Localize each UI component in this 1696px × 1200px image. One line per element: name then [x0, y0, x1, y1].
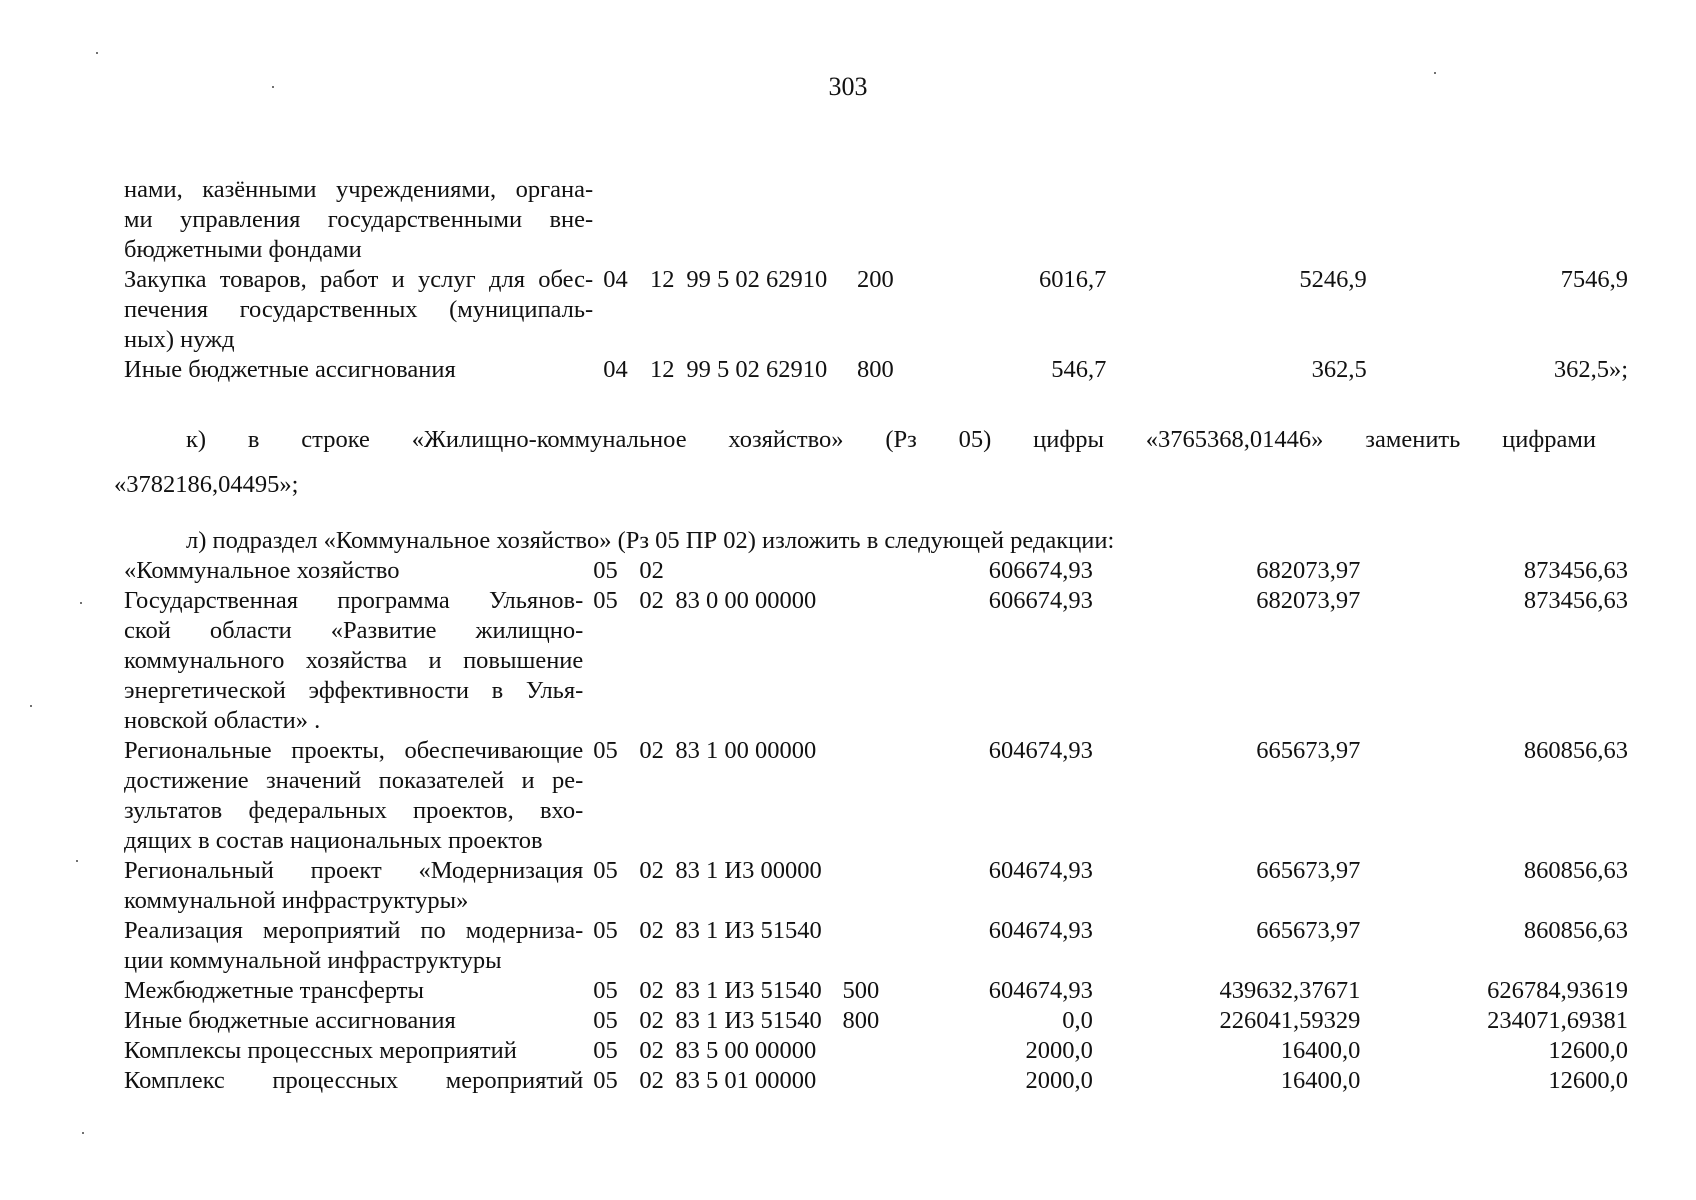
cell-vr — [842, 1036, 898, 1066]
cell-rz: 05 — [593, 557, 618, 584]
cell-rz — [583, 646, 639, 676]
cell-y3 — [1428, 706, 1696, 736]
cell-vr — [842, 766, 898, 796]
cell-vr — [842, 796, 898, 826]
cell-name: Комплексы процессных мероприятий — [124, 1037, 517, 1064]
cell-pr — [639, 616, 675, 646]
cell-y3: 860856,63 — [1523, 857, 1628, 884]
cell-vr — [842, 616, 898, 646]
cell-y2 — [1161, 766, 1429, 796]
cell-pr: 12 — [650, 356, 675, 383]
table-row — [124, 646, 1696, 676]
cell-y2 — [1161, 616, 1429, 646]
cell-csr: 83 1 И3 51540 — [675, 917, 822, 944]
cell-rz: 05 — [593, 1037, 618, 1064]
table-row — [124, 235, 1696, 265]
table-row — [124, 826, 1696, 856]
cell-rz: 04 — [603, 356, 628, 383]
cell-vr — [842, 556, 898, 586]
cell-pr: 02 — [639, 1007, 664, 1034]
cell-y1: 2000,0 — [1025, 1067, 1093, 1094]
table-row — [124, 355, 1696, 385]
cell-csr: 83 1 И3 00000 — [675, 857, 822, 884]
scan-speck — [96, 52, 98, 54]
cell-vr: 200 — [856, 266, 894, 293]
cell-name: коммунальной инфраструктуры» — [124, 887, 469, 914]
cell-y1 — [914, 175, 1174, 205]
cell-pr — [650, 205, 686, 235]
cell-y1 — [899, 946, 1161, 976]
cell-y2 — [1161, 886, 1429, 916]
cell-rz: 05 — [593, 857, 618, 884]
cell-y1: 546,7 — [1051, 356, 1107, 383]
budget-table-top — [124, 175, 1696, 385]
cell-rz: 05 — [593, 917, 618, 944]
table-row — [124, 586, 1696, 616]
cell-y2 — [1161, 946, 1429, 976]
scan-speck — [30, 705, 32, 707]
cell-rz: 05 — [593, 977, 618, 1004]
cell-y1 — [899, 796, 1161, 826]
cell-rz — [583, 946, 639, 976]
cell-name: Комплекс процессных мероприятий — [124, 1067, 584, 1094]
cell-vr — [857, 235, 914, 265]
cell-y1 — [899, 886, 1161, 916]
budget-table-bottom — [124, 556, 1696, 1096]
cell-vr — [842, 916, 898, 946]
cell-y3 — [1428, 676, 1696, 706]
cell-vr: 800 — [856, 356, 894, 383]
cell-name: дящих в состав национальных проектов — [124, 827, 543, 854]
cell-csr: 83 1 И3 51540 — [675, 1007, 822, 1034]
cell-y3: 873456,63 — [1523, 587, 1628, 614]
cell-csr — [675, 676, 842, 706]
cell-y1: 0,0 — [1062, 1007, 1093, 1034]
cell-rz — [593, 295, 650, 325]
cell-csr — [675, 556, 842, 586]
cell-y2: 439632,37671 — [1219, 977, 1361, 1004]
cell-pr — [639, 886, 675, 916]
cell-y1 — [899, 646, 1161, 676]
cell-y3 — [1428, 826, 1696, 856]
cell-y2: 362,5 — [1311, 356, 1367, 383]
cell-csr — [686, 175, 857, 205]
table-row — [124, 1036, 1696, 1066]
cell-rz: 05 — [593, 1067, 618, 1094]
table-row — [124, 676, 1696, 706]
cell-rz — [583, 676, 639, 706]
cell-y3 — [1435, 235, 1696, 265]
cell-y2: 682073,97 — [1256, 557, 1361, 584]
cell-name: Региональный проект «Модернизация — [124, 857, 584, 884]
cell-y3 — [1435, 325, 1696, 355]
scan-speck — [272, 86, 274, 88]
cell-rz — [593, 325, 650, 355]
cell-rz — [593, 175, 650, 205]
cell-csr — [675, 706, 842, 736]
scan-speck — [80, 602, 82, 604]
cell-vr — [857, 325, 914, 355]
cell-y3 — [1428, 946, 1696, 976]
cell-csr: 83 0 00 00000 — [675, 587, 817, 614]
cell-y1: 604674,93 — [988, 917, 1093, 944]
cell-name: зультатов федеральных проектов, вхо- — [124, 797, 584, 824]
cell-y2 — [1174, 295, 1434, 325]
cell-name: нами, казёнными учреждениями, органа- — [124, 176, 594, 203]
cell-y1: 604674,93 — [988, 977, 1093, 1004]
cell-name: энергетической эффективности в Улья- — [124, 677, 584, 704]
cell-vr — [842, 856, 898, 886]
cell-y3: 12600,0 — [1548, 1037, 1628, 1064]
table-row — [124, 736, 1696, 766]
cell-csr — [686, 325, 857, 355]
cell-y1 — [914, 205, 1174, 235]
cell-csr — [675, 646, 842, 676]
cell-csr — [675, 766, 842, 796]
cell-y3: 860856,63 — [1523, 917, 1628, 944]
table-row — [124, 1066, 1696, 1096]
cell-y3: 860856,63 — [1523, 737, 1628, 764]
cell-name: новской области» . — [124, 707, 321, 734]
cell-y3: 626784,93619 — [1487, 977, 1628, 1004]
cell-name: Государственная программа Ульянов- — [124, 587, 584, 614]
cell-pr — [650, 235, 686, 265]
cell-name: ской области «Развитие жилищно- — [124, 617, 584, 644]
table-row — [124, 175, 1696, 205]
cell-pr: 02 — [639, 557, 664, 584]
cell-name: ми управления государственными вне- — [124, 206, 594, 233]
cell-y1: 606674,93 — [988, 587, 1093, 614]
cell-rz — [583, 766, 639, 796]
cell-rz: 04 — [603, 266, 628, 293]
cell-name: Закупка товаров, работ и услуг для обес- — [124, 266, 594, 293]
cell-y2 — [1174, 205, 1434, 235]
paragraph-l: л) подраздел «Коммунальное хозяйство» (Рз 05 ПР 02) изложить в следующей редакции: — [186, 527, 1115, 554]
cell-csr — [675, 796, 842, 826]
cell-name: «Коммунальное хозяйство — [124, 557, 400, 584]
table-row — [124, 556, 1696, 586]
cell-rz — [583, 616, 639, 646]
cell-rz — [593, 235, 650, 265]
cell-y3 — [1428, 796, 1696, 826]
table-row — [124, 616, 1696, 646]
cell-csr — [675, 886, 842, 916]
table-row — [124, 766, 1696, 796]
cell-pr — [639, 676, 675, 706]
table-row — [124, 706, 1696, 736]
cell-y1 — [914, 325, 1174, 355]
cell-name: ции коммунальной инфраструктуры — [124, 947, 502, 974]
cell-csr — [686, 295, 857, 325]
cell-y2: 665673,97 — [1256, 737, 1361, 764]
cell-pr — [650, 175, 686, 205]
paragraph-k-continuation: «3782186,04495»; — [114, 471, 299, 498]
cell-pr: 02 — [639, 587, 664, 614]
cell-csr — [686, 235, 857, 265]
cell-y1 — [914, 295, 1174, 325]
cell-y3 — [1428, 886, 1696, 916]
cell-pr — [650, 295, 686, 325]
table-row — [124, 295, 1696, 325]
table-row — [124, 1006, 1696, 1036]
cell-y3 — [1435, 205, 1696, 235]
cell-y2 — [1161, 826, 1429, 856]
cell-name: ных) нужд — [124, 326, 235, 353]
cell-y1: 604674,93 — [988, 857, 1093, 884]
cell-y3 — [1428, 766, 1696, 796]
cell-vr — [842, 1066, 898, 1096]
cell-rz: 05 — [593, 1007, 618, 1034]
table-row — [124, 916, 1696, 946]
cell-name: Иные бюджетные ассигнования — [124, 1007, 456, 1034]
cell-name: Иные бюджетные ассигнования — [124, 356, 456, 383]
cell-vr — [842, 736, 898, 766]
cell-y2: 665673,97 — [1256, 917, 1361, 944]
cell-pr — [639, 796, 675, 826]
cell-vr — [857, 205, 914, 235]
cell-csr: 99 5 02 62910 — [686, 266, 828, 293]
cell-pr: 02 — [639, 977, 664, 1004]
cell-y1 — [899, 826, 1161, 856]
cell-y2 — [1161, 676, 1429, 706]
cell-y3: 362,5»; — [1553, 356, 1628, 383]
cell-vr — [842, 586, 898, 616]
cell-vr: 800 — [842, 1007, 880, 1034]
cell-pr: 02 — [639, 1067, 664, 1094]
cell-y1: 606674,93 — [988, 557, 1093, 584]
scan-speck — [82, 1132, 84, 1134]
cell-csr: 83 1 И3 51540 — [675, 977, 822, 1004]
cell-y1 — [899, 766, 1161, 796]
cell-name: бюджетными фондами — [124, 236, 362, 263]
cell-y2 — [1161, 706, 1429, 736]
cell-rz — [583, 826, 639, 856]
cell-rz — [593, 205, 650, 235]
cell-pr — [650, 325, 686, 355]
cell-vr — [842, 886, 898, 916]
cell-y3 — [1428, 616, 1696, 646]
table-row — [124, 265, 1696, 295]
cell-y2 — [1174, 235, 1434, 265]
cell-name: Региональные проекты, обеспечивающие — [124, 737, 584, 764]
cell-y2 — [1161, 646, 1429, 676]
cell-vr — [842, 706, 898, 736]
cell-y1: 604674,93 — [988, 737, 1093, 764]
cell-rz: 05 — [593, 587, 618, 614]
cell-vr — [842, 946, 898, 976]
cell-name: Межбюджетные трансферты — [124, 977, 424, 1004]
cell-rz: 05 — [593, 737, 618, 764]
cell-pr — [639, 826, 675, 856]
cell-name: достижение значений показателей и ре- — [124, 767, 584, 794]
cell-y3 — [1435, 295, 1696, 325]
cell-pr — [639, 706, 675, 736]
table-row — [124, 325, 1696, 355]
cell-y3: 234071,69381 — [1487, 1007, 1628, 1034]
cell-y3: 7546,9 — [1560, 266, 1628, 293]
cell-y2 — [1161, 796, 1429, 826]
cell-y3: 12600,0 — [1548, 1067, 1628, 1094]
table-row — [124, 856, 1696, 886]
cell-y1 — [899, 676, 1161, 706]
cell-pr: 12 — [650, 266, 675, 293]
cell-csr — [675, 616, 842, 646]
cell-y3 — [1435, 175, 1696, 205]
cell-vr — [842, 676, 898, 706]
paragraph-k: к) в строке «Жилищно-коммунальное хозяйство» (Рз 05) цифры «3765368,01446» заменить цифрами — [186, 426, 1596, 453]
cell-vr — [842, 826, 898, 856]
cell-pr — [639, 946, 675, 976]
cell-csr: 99 5 02 62910 — [686, 356, 828, 383]
table-row — [124, 796, 1696, 826]
cell-vr — [857, 175, 914, 205]
cell-csr: 83 5 00 00000 — [675, 1037, 817, 1064]
cell-rz — [583, 706, 639, 736]
cell-name: Реализация мероприятий по модерниза- — [124, 917, 584, 944]
cell-y2: 226041,59329 — [1219, 1007, 1361, 1034]
cell-csr — [686, 205, 857, 235]
cell-y2 — [1174, 325, 1434, 355]
table-row — [124, 205, 1696, 235]
cell-y2 — [1174, 175, 1434, 205]
cell-name: печения государственных (муниципаль- — [124, 296, 594, 323]
cell-csr — [675, 946, 842, 976]
cell-y3: 873456,63 — [1523, 557, 1628, 584]
cell-name: коммунального хозяйства и повышение — [124, 647, 584, 674]
cell-vr: 500 — [842, 977, 880, 1004]
scan-speck — [76, 860, 78, 862]
cell-csr: 83 1 00 00000 — [675, 737, 817, 764]
cell-rz — [583, 796, 639, 826]
cell-y2: 16400,0 — [1280, 1067, 1361, 1094]
cell-pr: 02 — [639, 1037, 664, 1064]
cell-rz — [583, 886, 639, 916]
table-row — [124, 976, 1696, 1006]
cell-y2: 5246,9 — [1299, 266, 1367, 293]
cell-csr — [675, 826, 842, 856]
cell-pr — [639, 646, 675, 676]
cell-y1 — [899, 706, 1161, 736]
cell-y1: 6016,7 — [1039, 266, 1107, 293]
cell-csr: 83 5 01 00000 — [675, 1067, 817, 1094]
cell-pr: 02 — [639, 737, 664, 764]
page-number: 303 — [828, 72, 868, 101]
scan-speck — [1434, 72, 1436, 74]
cell-vr — [857, 295, 914, 325]
cell-y2: 682073,97 — [1256, 587, 1361, 614]
cell-pr: 02 — [639, 917, 664, 944]
cell-y1: 2000,0 — [1025, 1037, 1093, 1064]
cell-y1 — [914, 235, 1174, 265]
cell-pr: 02 — [639, 857, 664, 884]
cell-y1 — [899, 616, 1161, 646]
table-row — [124, 886, 1696, 916]
cell-pr — [639, 766, 675, 796]
cell-y3 — [1428, 646, 1696, 676]
table-row — [124, 946, 1696, 976]
cell-vr — [842, 646, 898, 676]
cell-y2: 16400,0 — [1280, 1037, 1361, 1064]
cell-y2: 665673,97 — [1256, 857, 1361, 884]
